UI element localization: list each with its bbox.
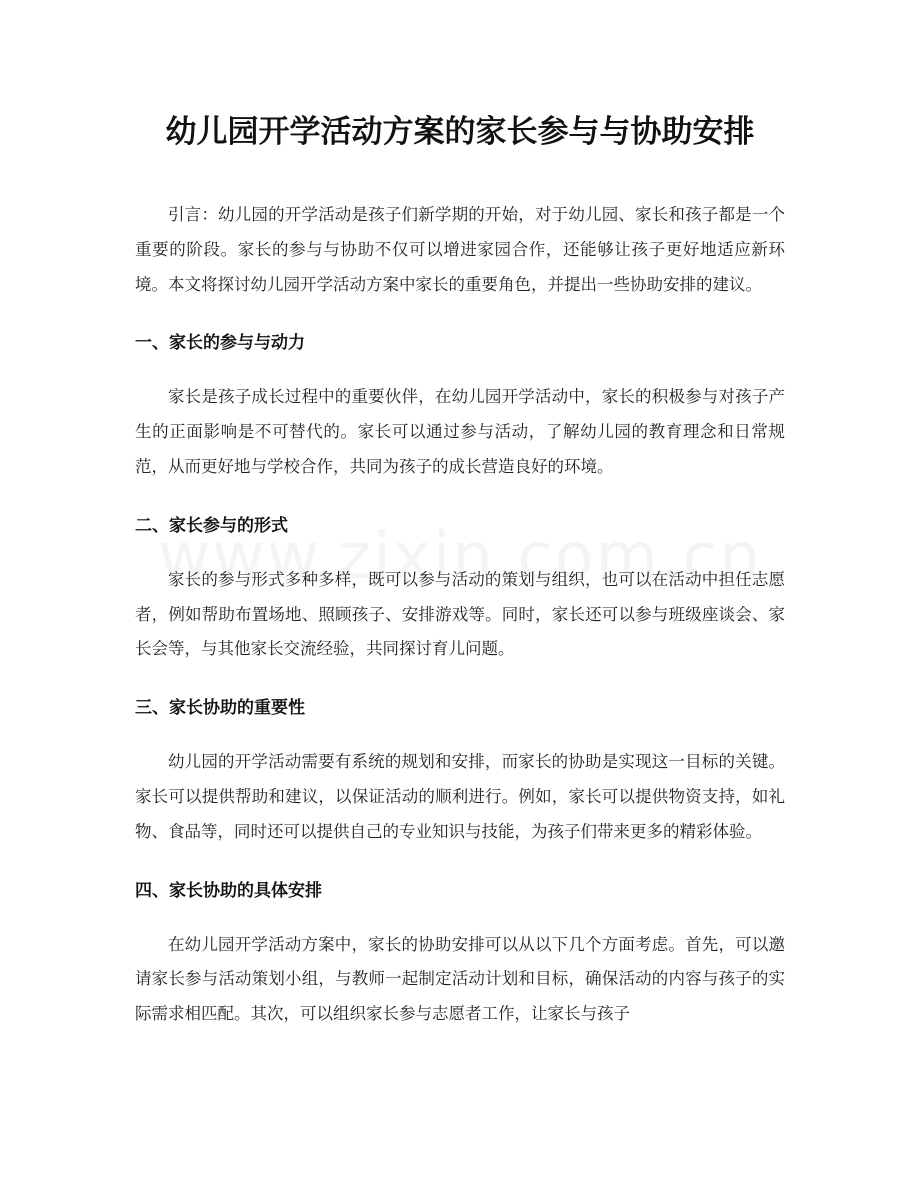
- section-paragraph-4: 在幼儿园开学活动方案中，家长的协助安排可以从以下几个方面考虑。首先，可以邀请家长参与活动策划小组，与教师一起制定活动计划和目标，确保活动的内容与孩子的实际需求相匹配。其次，可以组织家长参与志愿者工作，让家长与孩子: [135, 934, 785, 1024]
- section-paragraph-3: 幼儿园的开学活动需要有系统的规划和安排，而家长的协助是实现这一目标的关键。家长可以提供帮助和建议，以保证活动的顺利进行。例如，家长可以提供物资支持，如礼物、食品等，同时还可以提供自己的专业知识与技能，为孩子们带来更多的精彩体验。: [135, 752, 785, 841]
- section-paragraph-2: 家长的参与形式多种多样，既可以参与活动的策划与组织，也可以在活动中担任志愿者，例如帮助布置场地、照顾孩子、安排游戏等。同时，家长还可以参与班级座谈会、家长会等，与其他家长交流经验，共同探讨育儿问题。: [135, 569, 785, 659]
- section-paragraph-1: 家长是孩子成长过程中的重要伙伴，在幼儿园开学活动中，家长的积极参与对孩子产生的正面影响是不可替代的。家长可以通过参与活动，了解幼儿园的教育理念和日常规范，从而更好地与学校合作，共同为孩子的成长营造良好的环境。: [135, 387, 785, 476]
- section-heading-2: 二、家长参与的形式: [135, 515, 288, 536]
- section-heading-3: 三、家长协助的重要性: [135, 698, 305, 719]
- section-heading-4: 四、家长协助的具体安排: [135, 880, 322, 901]
- document-title: 幼儿园开学活动方案的家长参与与协助安排: [165, 114, 755, 150]
- section-heading-1: 一、家长的参与与动力: [135, 333, 305, 354]
- intro-paragraph: 引言：幼儿园的开学活动是孩子们新学期的开始，对于幼儿园、家长和孩子都是一个重要的阶段。家长的参与与协助不仅可以增进家园合作，还能够让孩子更好地适应新环境。本文将探讨幼儿园开学活动方案中家长的重要角色，并提出一些协助安排的建议。: [135, 205, 785, 294]
